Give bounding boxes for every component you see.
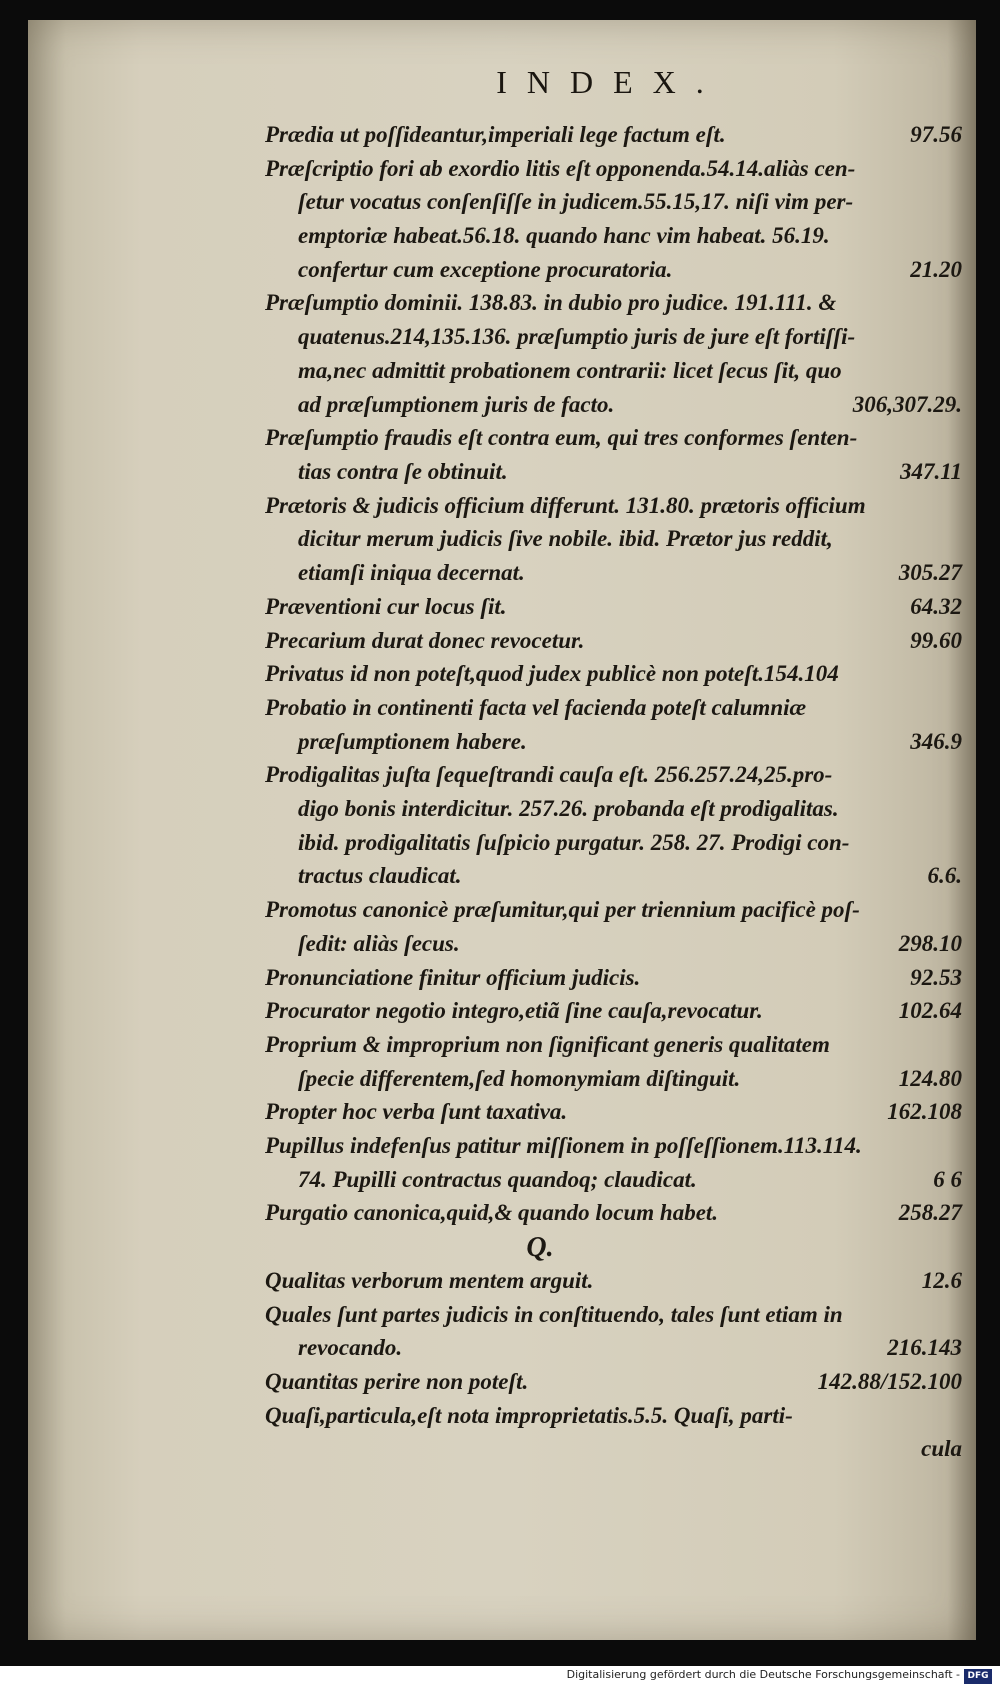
page-reference: 12.6 (921, 1268, 962, 1293)
index-line (265, 1196, 962, 1229)
entry-text: 74. Pupilli contractus quandoq; claudicat. (298, 1167, 697, 1192)
page-reference: cula (921, 1436, 962, 1461)
page-reference: 6 6 (933, 1167, 962, 1192)
index-line (265, 691, 962, 724)
entry-text: Præſcriptio fori ab exordio litis eſt opponenda.54.14.aliàs cen- (265, 156, 856, 181)
entry-text: revocando. (298, 1335, 403, 1360)
entry-text: ad præſumptionem juris de facto. (298, 392, 615, 417)
index-line (265, 152, 962, 185)
entry-text: Præſumptio fraudis eſt contra eum, qui tres conformes ſenten- (265, 425, 858, 450)
index-line (298, 1062, 962, 1095)
entry-text: tractus claudicat. (298, 863, 462, 888)
section-letter: Q. (526, 1232, 554, 1264)
page-reference: 142.88/152.100 (817, 1369, 962, 1394)
index-line (298, 556, 962, 589)
entry-text: Præventioni cur locus ſit. (265, 594, 507, 619)
page-reference: 216.143 (887, 1335, 962, 1360)
index-line (265, 961, 962, 994)
index-line (298, 219, 962, 252)
dfg-logo: DFG (964, 1669, 992, 1684)
entry-text: Probatio in continenti facta vel facienda poteſt calumniæ (265, 695, 807, 720)
entry-text: Qualitas verborum mentem arguit. (265, 1268, 594, 1293)
entry-text: Prodigalitas juſta ſequeſtrandi cauſa eſt. 256.257.24,25.pro- (265, 762, 833, 787)
index-line (298, 388, 962, 421)
page-header: INDEX. (496, 64, 724, 100)
entry-text: quatenus.214,135.136. præſumptio juris de jure eſt fortiſſi- (298, 324, 856, 349)
page-reference: 21.20 (910, 257, 962, 282)
index-line (265, 1095, 962, 1128)
entry-text: Quales ſunt partes judicis in conſtituendo, tales ſunt etiam in (265, 1302, 843, 1327)
index-line (265, 758, 962, 791)
index-line (265, 1298, 962, 1331)
entry-text: Proprium & improprium non ſignificant generis qualitatem (265, 1032, 830, 1057)
index-line (298, 320, 962, 353)
index-line (298, 1331, 962, 1364)
page-reference: 298.10 (898, 931, 962, 956)
page-reference: 124.80 (898, 1066, 962, 1091)
index-line (265, 1365, 962, 1398)
entry-text: Privatus id non poteſt,quod judex publicè non poteſt.154.104 (265, 661, 839, 686)
index-line (265, 1432, 962, 1465)
index-line (265, 1028, 962, 1061)
entry-text: Prætoris & judicis officium differunt. 131.80. prætoris officium (265, 493, 866, 518)
entry-text: Procurator negotio integro,etiã ſine cauſa,revocatur. (265, 998, 763, 1023)
page-reference: 99.60 (910, 628, 962, 653)
entry-text: Precarium durat donec revocetur. (265, 628, 585, 653)
entry-text: Pronunciatione finitur officium judicis. (265, 965, 641, 990)
index-line (298, 354, 962, 387)
entry-text: ibid. prodigalitatis ſuſpicio purgatur. 258. 27. Prodigi con- (298, 830, 850, 855)
entry-text: ſpecie differentem,ſed homonymiam diſtinguit. (298, 1066, 741, 1091)
page-reference: 347.11 (900, 459, 962, 484)
page-reference: 6.6. (927, 863, 962, 888)
entry-text: Quaſi,particula,eſt nota improprietatis.5.5. Quaſi, parti- (265, 1403, 793, 1428)
entry-text: præſumptionem habere. (298, 729, 527, 754)
index-line (265, 1264, 962, 1297)
index-line (298, 253, 962, 286)
entry-text: dicitur merum judicis ſive nobile. ibid. Prætor jus reddit, (298, 526, 833, 551)
page-reference: 346.9 (910, 729, 962, 754)
index-line (265, 286, 962, 319)
entry-text: Quantitas perire non poteſt. (265, 1369, 529, 1394)
entry-text: ſedit: aliàs ſecus. (298, 931, 460, 956)
digitization-credit: Digitalisierung gefördert durch die Deutsche Forschungsgemeinschaft - (566, 1668, 960, 1681)
index-line (298, 859, 962, 892)
index-line (298, 1163, 962, 1196)
entry-text: Propter hoc verba ſunt taxativa. (265, 1099, 568, 1124)
entry-text: confertur cum exceptione procuratoria. (298, 257, 673, 282)
index-line (265, 118, 962, 151)
entry-text: ſetur vocatus conſenſiſſe in judicem.55.15,17. niſi vim per- (298, 189, 854, 214)
index-line (265, 421, 962, 454)
index-line (298, 725, 962, 758)
entry-text: etiamſi iniqua decernat. (298, 560, 525, 585)
entry-text: Præſumptio dominii. 138.83. in dubio pro judice. 191.111. & (265, 290, 837, 315)
page-reference: 97.56 (910, 122, 962, 147)
page-reference: 162.108 (887, 1099, 962, 1124)
entry-text: Pupillus indefenſus patitur miſſionem in poſſeſſionem.113.114. (265, 1133, 862, 1158)
index-line (265, 994, 962, 1027)
entry-text: Promotus canonicè præſumitur,qui per triennium pacificè poſ- (265, 897, 860, 922)
entry-text: emptoriæ habeat.56.18. quando hanc vim habeat. 56.19. (298, 223, 830, 248)
index-line (265, 624, 962, 657)
index-line (265, 489, 962, 522)
index-line (265, 1399, 962, 1432)
entry-text: tias contra ſe obtinuit. (298, 459, 508, 484)
page-reference: 102.64 (898, 998, 962, 1023)
page-reference: 64.32 (910, 594, 962, 619)
index-line (265, 657, 962, 690)
index-line (298, 792, 962, 825)
index-line (298, 522, 962, 555)
page-reference: 92.53 (910, 965, 962, 990)
entry-text: digo bonis interdicitur. 257.26. probanda eſt prodigalitas. (298, 796, 839, 821)
entry-text: ma,nec admittit probationem contrarii: licet ſecus ſit, quo (298, 358, 842, 383)
index-line (265, 1129, 962, 1162)
index-line (298, 185, 962, 218)
page-reference: 258.27 (898, 1200, 962, 1225)
entry-text: Purgatio canonica,quid,& quando locum habet. (265, 1200, 719, 1225)
page-reference: 306,307.29. (852, 392, 962, 417)
entry-text: Prædia ut poſſideantur,imperiali lege factum eſt. (265, 122, 726, 147)
page-reference: 305.27 (898, 560, 962, 585)
index-line (298, 927, 962, 960)
index-line (298, 826, 962, 859)
index-line (298, 455, 962, 488)
index-line (265, 893, 962, 926)
index-line (265, 590, 962, 623)
